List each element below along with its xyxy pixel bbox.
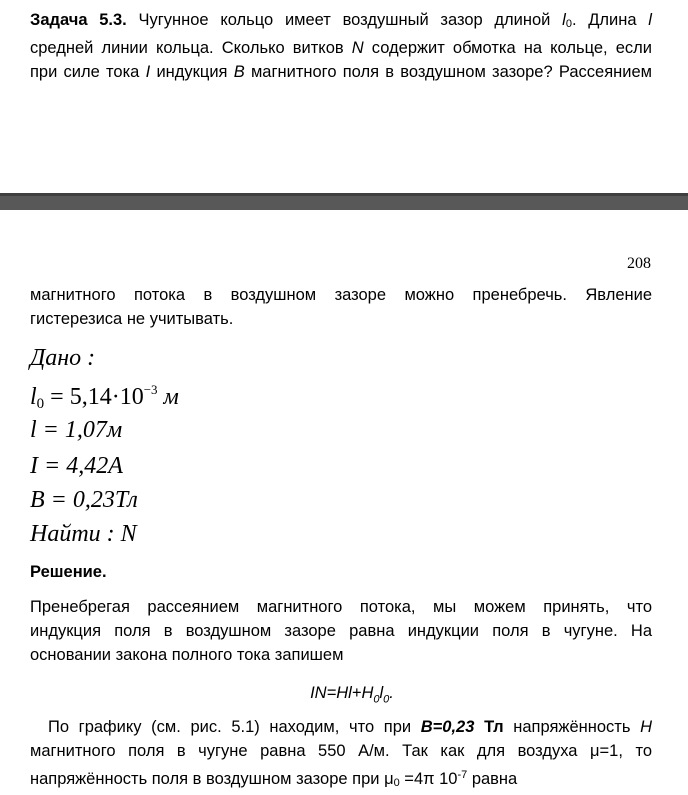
solution-p1-line-1: Пренебрегая рассеянием магнитного потока, мы можем принять, что — [30, 598, 652, 616]
solution-heading: Решение. — [30, 563, 107, 581]
solution-paragraph-1 — [30, 596, 652, 667]
continuation-line-2: гистерезиса не учитывать. — [30, 309, 234, 328]
given-l0: $l_0 = 5,14\cdot 10^{-3}$ м — [30, 382, 179, 412]
total-current-formula: $IN=Hl+H_0l_0$. — [310, 684, 394, 706]
problem-label: Задача 5.3. — [30, 11, 127, 29]
given-title: Дано : — [30, 345, 96, 371]
problem-continuation — [30, 284, 652, 332]
problem-line-2: средней линии кольца. Сколько витков N содержит обмотка на кольце, если — [30, 38, 652, 57]
solution-p1-line-3: основании закона полного тока запишем — [30, 645, 344, 664]
find: Найти : N — [30, 521, 137, 547]
solution-p2-line-3: напряжённость поля в воздушном зазоре при μ0 =4π $10^{-7}$ равна — [30, 768, 518, 789]
given-l: l = 1,07м — [30, 417, 123, 443]
given-B: B = 0,23Тл — [30, 487, 138, 513]
continuation-line-1: магнитного потока в воздушном зазоре можно пренебречь. Явление — [30, 286, 652, 304]
problem-line-3: при силе тока I индукция B магнитного поля в воздушном зазоре? Рассеянием — [30, 62, 652, 81]
problem-line-1: Задача 5.3. Чугунное кольцо имеет воздушный зазор длиной l0. Длина l — [30, 11, 652, 30]
given-I: I = 4,42А — [30, 453, 123, 479]
problem-statement — [30, 9, 652, 84]
solution-p2-line-2: магнитного поля в чугуне равна 550 А/м. Так как для воздуха μ=1, то — [30, 741, 652, 760]
solution-p2-line-1: По графику (см. рис. 5.1) находим, что при B=0,23 Тл напряжённость H — [48, 718, 653, 736]
page-break-separator — [0, 193, 688, 210]
page-number: 208 — [627, 255, 651, 272]
solution-paragraph-2 — [30, 716, 652, 795]
solution-p1-line-2: индукция поля в воздушном зазоре равна индукции поля в чугуне. На — [30, 621, 652, 640]
